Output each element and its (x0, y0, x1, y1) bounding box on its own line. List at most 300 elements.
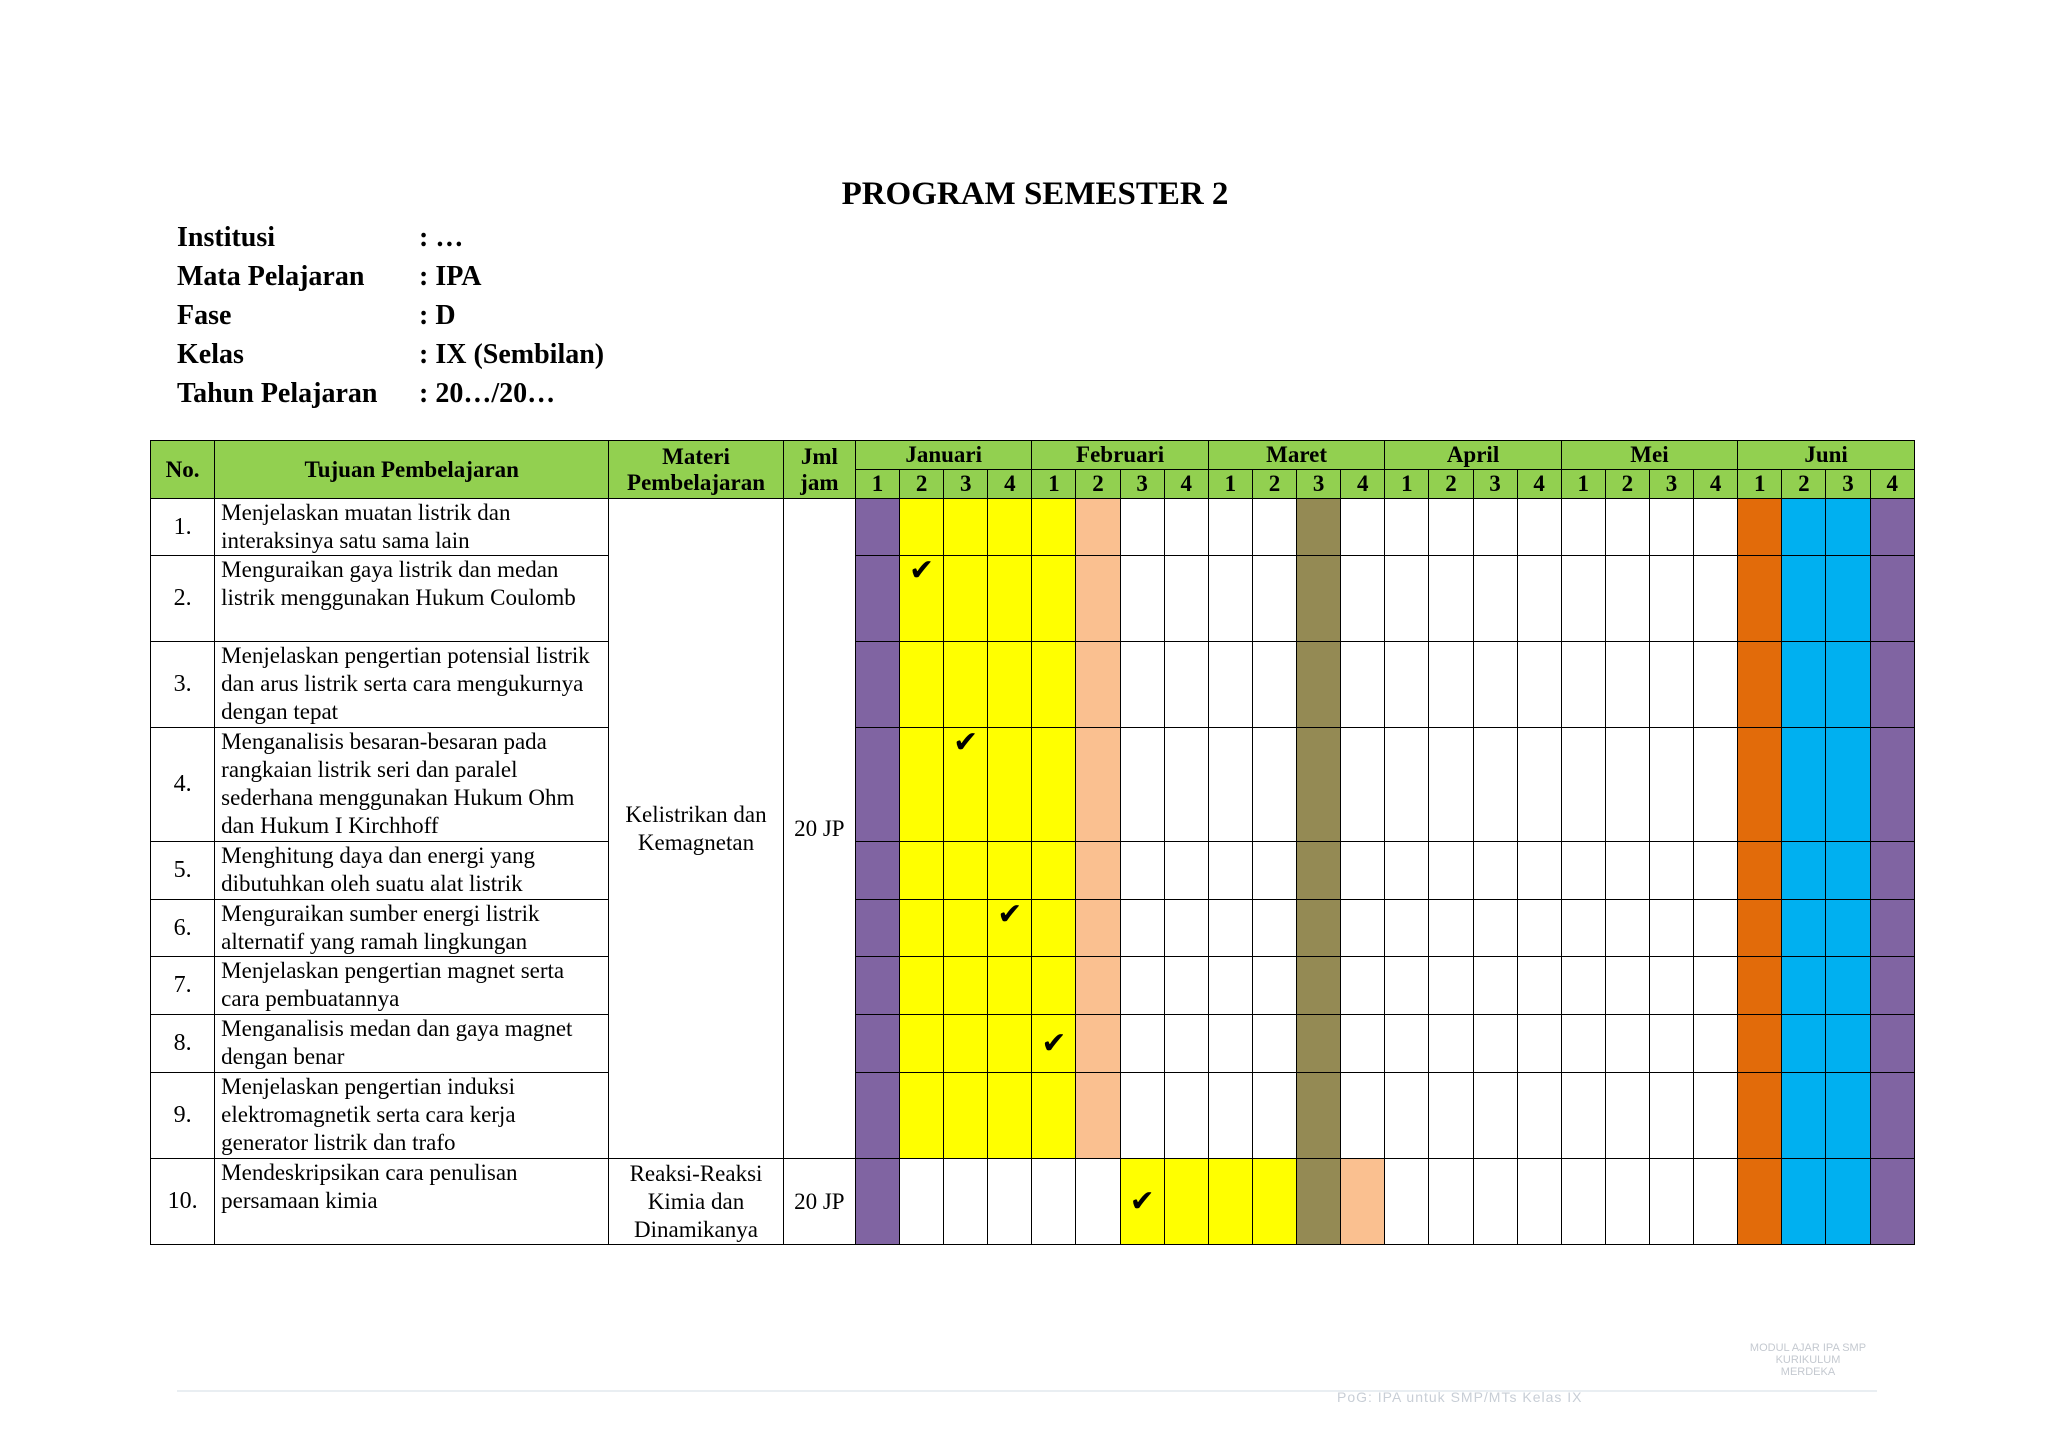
week-cell (1429, 1159, 1473, 1245)
table-row (151, 1159, 1915, 1245)
week-cell (1870, 900, 1915, 957)
week-cell (1517, 957, 1561, 1015)
week-cell (1341, 1159, 1385, 1245)
week-cell (1738, 499, 1782, 556)
week-cell (1208, 1073, 1252, 1159)
week-cell (1649, 1073, 1693, 1159)
week-cell (944, 1159, 988, 1245)
identity-block (177, 218, 604, 413)
week-cell (1032, 728, 1076, 842)
week-cell (1605, 1073, 1649, 1159)
week-cell (1738, 1073, 1782, 1159)
week-cell (1076, 499, 1120, 556)
header-week: 2 (1252, 470, 1296, 499)
table-row (151, 728, 1915, 842)
week-cell (900, 842, 944, 900)
week-cell (1297, 1073, 1341, 1159)
week-cell (855, 728, 899, 842)
week-cell (1032, 499, 1076, 556)
week-cell (1473, 1159, 1517, 1245)
week-cell (1252, 900, 1296, 957)
week-cell (1517, 1015, 1561, 1073)
hours-cell: 20 JP (783, 499, 855, 1159)
week-cell (1341, 642, 1385, 728)
header-material: Materi Pembelajaran (609, 441, 783, 499)
learning-goal: Menjelaskan pengertian induksi elektromagnetik serta cara kerja generator listrik dan trafo (215, 1073, 609, 1159)
week-cell (988, 1159, 1032, 1245)
header-month-mei: Mei (1561, 441, 1737, 470)
week-cell (1870, 1073, 1915, 1159)
week-cell (1826, 842, 1870, 900)
meta-institusi (177, 218, 604, 257)
week-cell (1297, 499, 1341, 556)
week-cell (1120, 900, 1164, 957)
learning-goal: Menjelaskan muatan listrik dan interaksinya satu sama lain (215, 499, 609, 556)
week-cell (900, 728, 944, 842)
page-title: PROGRAM SEMESTER 2 (841, 176, 1229, 212)
week-cell (1252, 1073, 1296, 1159)
week-cell (1561, 1015, 1605, 1073)
week-cell (1561, 556, 1605, 642)
week-cell (1385, 642, 1429, 728)
table-row (151, 499, 1915, 556)
week-cell (1076, 842, 1120, 900)
week-cell (1517, 1159, 1561, 1245)
week-cell (1076, 1159, 1120, 1245)
header-week: 1 (1032, 470, 1076, 499)
week-cell (1473, 900, 1517, 957)
week-cell (900, 957, 944, 1015)
meta-mata-pelajaran (177, 257, 604, 296)
week-cell (1473, 728, 1517, 842)
meta-label: Mata Pelajaran (177, 261, 365, 292)
week-cell (1252, 1015, 1296, 1073)
week-cell (1694, 499, 1738, 556)
week-cell (1517, 842, 1561, 900)
header-no: No. (151, 441, 215, 499)
header-week: 3 (1297, 470, 1341, 499)
week-cell (1826, 556, 1870, 642)
header-week: 2 (900, 470, 944, 499)
meta-value: : IX (Sembilan) (419, 339, 605, 370)
week-cell (1032, 1073, 1076, 1159)
header-week: 3 (944, 470, 988, 499)
week-cell (1561, 499, 1605, 556)
row-number: 3. (151, 642, 215, 728)
week-cell (855, 499, 899, 556)
header-month-juni: Juni (1738, 441, 1915, 470)
week-cell (1605, 642, 1649, 728)
week-cell (1738, 728, 1782, 842)
week-cell (1782, 642, 1826, 728)
header-week: 4 (1164, 470, 1208, 499)
week-cell (1164, 499, 1208, 556)
row-number: 9. (151, 1073, 215, 1159)
week-cell (900, 900, 944, 957)
row-number: 8. (151, 1015, 215, 1073)
header-month-april: April (1385, 441, 1561, 470)
row-number: 1. (151, 499, 215, 556)
week-cell (1649, 1015, 1693, 1073)
week-cell (988, 842, 1032, 900)
week-cell (1738, 1015, 1782, 1073)
week-cell (1694, 842, 1738, 900)
week-cell (1076, 900, 1120, 957)
week-cell (1120, 728, 1164, 842)
week-cell (1164, 1073, 1208, 1159)
week-cell (1738, 900, 1782, 957)
meta-fase (177, 296, 604, 335)
week-cell (1782, 1073, 1826, 1159)
week-cell (1782, 1159, 1826, 1245)
week-cell (1385, 728, 1429, 842)
week-cell (1341, 556, 1385, 642)
header-week: 4 (1517, 470, 1561, 499)
header-goal: Tujuan Pembelajaran (215, 441, 609, 499)
week-cell (1120, 1015, 1164, 1073)
row-number: 6. (151, 900, 215, 957)
week-cell (1561, 1073, 1605, 1159)
week-cell (988, 642, 1032, 728)
week-cell (1341, 842, 1385, 900)
week-cell (1385, 1015, 1429, 1073)
week-cell (1252, 842, 1296, 900)
week-cell (1738, 556, 1782, 642)
week-cell (1517, 900, 1561, 957)
header-week: 1 (855, 470, 899, 499)
week-cell (1517, 556, 1561, 642)
header-week: 3 (1649, 470, 1693, 499)
week-cell (900, 1073, 944, 1159)
week-cell (1341, 957, 1385, 1015)
week-cell (855, 642, 899, 728)
header-week: 4 (1694, 470, 1738, 499)
header-month-maret: Maret (1208, 441, 1384, 470)
week-cell (988, 1015, 1032, 1073)
check-mark-icon: ✔ (1032, 1015, 1076, 1073)
header-week: 4 (1341, 470, 1385, 499)
week-cell (1826, 957, 1870, 1015)
meta-kelas (177, 335, 604, 374)
table-row (151, 957, 1915, 1015)
header-week: 3 (1120, 470, 1164, 499)
week-cell (1738, 1159, 1782, 1245)
week-cell (1076, 1073, 1120, 1159)
week-cell (1694, 642, 1738, 728)
week-cell (988, 499, 1032, 556)
week-cell (1517, 642, 1561, 728)
week-cell (1782, 556, 1826, 642)
check-mark-icon: ✔ (988, 900, 1032, 957)
header-week: 2 (1076, 470, 1120, 499)
table-row (151, 1015, 1915, 1073)
week-cell (1826, 1015, 1870, 1073)
week-cell (1605, 957, 1649, 1015)
week-cell (1076, 957, 1120, 1015)
header-week: 2 (1429, 470, 1473, 499)
week-cell (1341, 1015, 1385, 1073)
meta-tahun-pelajaran (177, 374, 604, 413)
week-cell (1782, 957, 1826, 1015)
week-cell (944, 556, 988, 642)
week-cell (1870, 728, 1915, 842)
footer-logo: MODUL AJAR IPA SMP KURIKULUM MERDEKA (1749, 1342, 1867, 1378)
week-cell (1208, 1015, 1252, 1073)
week-cell (1561, 642, 1605, 728)
week-cell (1826, 1159, 1870, 1245)
week-cell (1649, 499, 1693, 556)
row-number: 10. (151, 1159, 215, 1245)
week-cell (855, 957, 899, 1015)
footer-divider (177, 1390, 1877, 1392)
week-cell (1208, 728, 1252, 842)
week-cell (1694, 728, 1738, 842)
week-cell (1385, 556, 1429, 642)
week-cell (1076, 556, 1120, 642)
week-cell (1297, 1015, 1341, 1073)
week-cell (1429, 842, 1473, 900)
learning-goal: Menganalisis medan dan gaya magnet dengan benar (215, 1015, 609, 1073)
week-cell (944, 499, 988, 556)
week-cell (1297, 1159, 1341, 1245)
week-cell (1208, 957, 1252, 1015)
week-cell (1738, 842, 1782, 900)
week-cell (1649, 556, 1693, 642)
week-cell (1605, 900, 1649, 957)
week-cell (1385, 499, 1429, 556)
week-cell (1561, 1159, 1605, 1245)
week-cell (1297, 642, 1341, 728)
week-cell (1870, 499, 1915, 556)
header-week: 1 (1561, 470, 1605, 499)
week-cell (1385, 1073, 1429, 1159)
learning-goal: Mendeskripsikan cara penulisan persamaan kimia (215, 1159, 609, 1245)
meta-label: Fase (177, 300, 232, 331)
week-cell (1473, 957, 1517, 1015)
week-cell (1694, 957, 1738, 1015)
meta-label: Tahun Pelajaran (177, 378, 378, 409)
semester-program-table (150, 440, 1915, 1245)
header-week: 3 (1826, 470, 1870, 499)
week-cell (1429, 642, 1473, 728)
week-cell (1297, 957, 1341, 1015)
week-cell (1120, 556, 1164, 642)
hours-cell: 20 JP (783, 1159, 855, 1245)
week-cell (1341, 499, 1385, 556)
week-cell (1208, 900, 1252, 957)
week-cell (1120, 957, 1164, 1015)
week-cell (1561, 957, 1605, 1015)
week-cell (1649, 957, 1693, 1015)
week-cell (855, 556, 899, 642)
week-cell (1517, 499, 1561, 556)
week-cell (1297, 556, 1341, 642)
material-cell: Kelistrikan dan Kemagnetan (609, 499, 783, 1159)
header-hours: Jml jam (783, 441, 855, 499)
week-cell (1164, 900, 1208, 957)
week-cell (1385, 900, 1429, 957)
week-cell (1164, 728, 1208, 842)
week-cell (988, 957, 1032, 1015)
meta-value: : … (419, 222, 464, 253)
header-week: 2 (1605, 470, 1649, 499)
week-cell (944, 1073, 988, 1159)
week-cell (855, 900, 899, 957)
week-cell (1517, 1073, 1561, 1159)
week-cell (1032, 556, 1076, 642)
table-row (151, 556, 1915, 642)
week-cell (1561, 728, 1605, 842)
week-cell (1473, 1073, 1517, 1159)
week-cell (1473, 1015, 1517, 1073)
week-cell (1738, 957, 1782, 1015)
week-cell (1649, 642, 1693, 728)
week-cell (1164, 842, 1208, 900)
week-cell (1297, 842, 1341, 900)
check-mark-icon: ✔ (900, 556, 944, 642)
week-cell (1120, 499, 1164, 556)
week-cell (1826, 1073, 1870, 1159)
week-cell (1164, 556, 1208, 642)
header-month-januari: Januari (855, 441, 1031, 470)
week-cell (1341, 728, 1385, 842)
header-week: 1 (1208, 470, 1252, 499)
week-cell (1870, 957, 1915, 1015)
week-cell (1120, 842, 1164, 900)
week-cell (1429, 1015, 1473, 1073)
week-cell (1429, 499, 1473, 556)
row-number: 5. (151, 842, 215, 900)
week-cell (855, 1073, 899, 1159)
week-cell (1252, 556, 1296, 642)
week-cell (944, 900, 988, 957)
header-row-months (151, 441, 1915, 470)
week-cell (1385, 842, 1429, 900)
week-cell (988, 1073, 1032, 1159)
week-cell (1473, 499, 1517, 556)
week-cell (1649, 900, 1693, 957)
week-cell (1782, 842, 1826, 900)
week-cell (1870, 1015, 1915, 1073)
week-cell (1032, 957, 1076, 1015)
week-cell (1208, 842, 1252, 900)
week-cell (1341, 1073, 1385, 1159)
footer-text: PoG: IPA untuk SMP/MTs Kelas IX (1337, 1389, 1583, 1405)
week-cell (1649, 728, 1693, 842)
week-cell (855, 1159, 899, 1245)
table-row (151, 900, 1915, 957)
check-mark-icon: ✔ (1120, 1159, 1164, 1245)
header-week: 4 (1870, 470, 1915, 499)
week-cell (1473, 642, 1517, 728)
week-cell (1252, 957, 1296, 1015)
week-cell (1297, 900, 1341, 957)
week-cell (944, 842, 988, 900)
week-cell (900, 1015, 944, 1073)
week-cell (1429, 556, 1473, 642)
learning-goal: Menjelaskan pengertian potensial listrik dan arus listrik serta cara mengukurnya dengan tepat (215, 642, 609, 728)
week-cell (1649, 842, 1693, 900)
week-cell (1473, 556, 1517, 642)
week-cell (1164, 957, 1208, 1015)
row-number: 2. (151, 556, 215, 642)
week-cell (1076, 728, 1120, 842)
week-cell (1561, 842, 1605, 900)
week-cell (900, 1159, 944, 1245)
check-mark-icon: ✔ (944, 728, 988, 842)
week-cell (1738, 642, 1782, 728)
meta-label: Institusi (177, 222, 276, 253)
week-cell (1252, 642, 1296, 728)
week-cell (1694, 556, 1738, 642)
week-cell (944, 1015, 988, 1073)
week-cell (900, 499, 944, 556)
header-week: 2 (1782, 470, 1826, 499)
week-cell (1605, 842, 1649, 900)
week-cell (1782, 900, 1826, 957)
week-cell (1605, 556, 1649, 642)
week-cell (1826, 642, 1870, 728)
week-cell (1517, 728, 1561, 842)
week-cell (1164, 1159, 1208, 1245)
meta-label: Kelas (177, 339, 244, 370)
week-cell (1032, 642, 1076, 728)
table-row (151, 1073, 1915, 1159)
header-week: 1 (1385, 470, 1429, 499)
row-number: 7. (151, 957, 215, 1015)
header-month-februari: Februari (1032, 441, 1208, 470)
week-cell (1208, 1159, 1252, 1245)
week-cell (1605, 1159, 1649, 1245)
week-cell (1605, 499, 1649, 556)
week-cell (1782, 728, 1826, 842)
week-cell (1826, 900, 1870, 957)
week-cell (1782, 1015, 1826, 1073)
week-cell (1120, 1073, 1164, 1159)
week-cell (1605, 1015, 1649, 1073)
week-cell (855, 1015, 899, 1073)
header-week: 4 (988, 470, 1032, 499)
week-cell (1694, 1073, 1738, 1159)
week-cell (944, 642, 988, 728)
week-cell (1252, 728, 1296, 842)
week-cell (1297, 728, 1341, 842)
learning-goal: Menguraikan gaya listrik dan medan listrik menggunakan Hukum Coulomb (215, 556, 609, 642)
week-cell (1385, 1159, 1429, 1245)
week-cell (1208, 642, 1252, 728)
learning-goal: Menghitung daya dan energi yang dibutuhkan oleh suatu alat listrik (215, 842, 609, 900)
header-week: 3 (1473, 470, 1517, 499)
week-cell (1252, 499, 1296, 556)
week-cell (1473, 842, 1517, 900)
week-cell (944, 957, 988, 1015)
week-cell (1032, 1159, 1076, 1245)
week-cell (1826, 499, 1870, 556)
week-cell (1429, 1073, 1473, 1159)
week-cell (1429, 900, 1473, 957)
week-cell (1694, 1015, 1738, 1073)
week-cell (1870, 842, 1915, 900)
week-cell (1208, 499, 1252, 556)
table-row (151, 642, 1915, 728)
week-cell (1782, 499, 1826, 556)
table-row (151, 842, 1915, 900)
week-cell (988, 556, 1032, 642)
week-cell (1870, 1159, 1915, 1245)
week-cell (1605, 728, 1649, 842)
week-cell (900, 642, 944, 728)
week-cell (1429, 728, 1473, 842)
